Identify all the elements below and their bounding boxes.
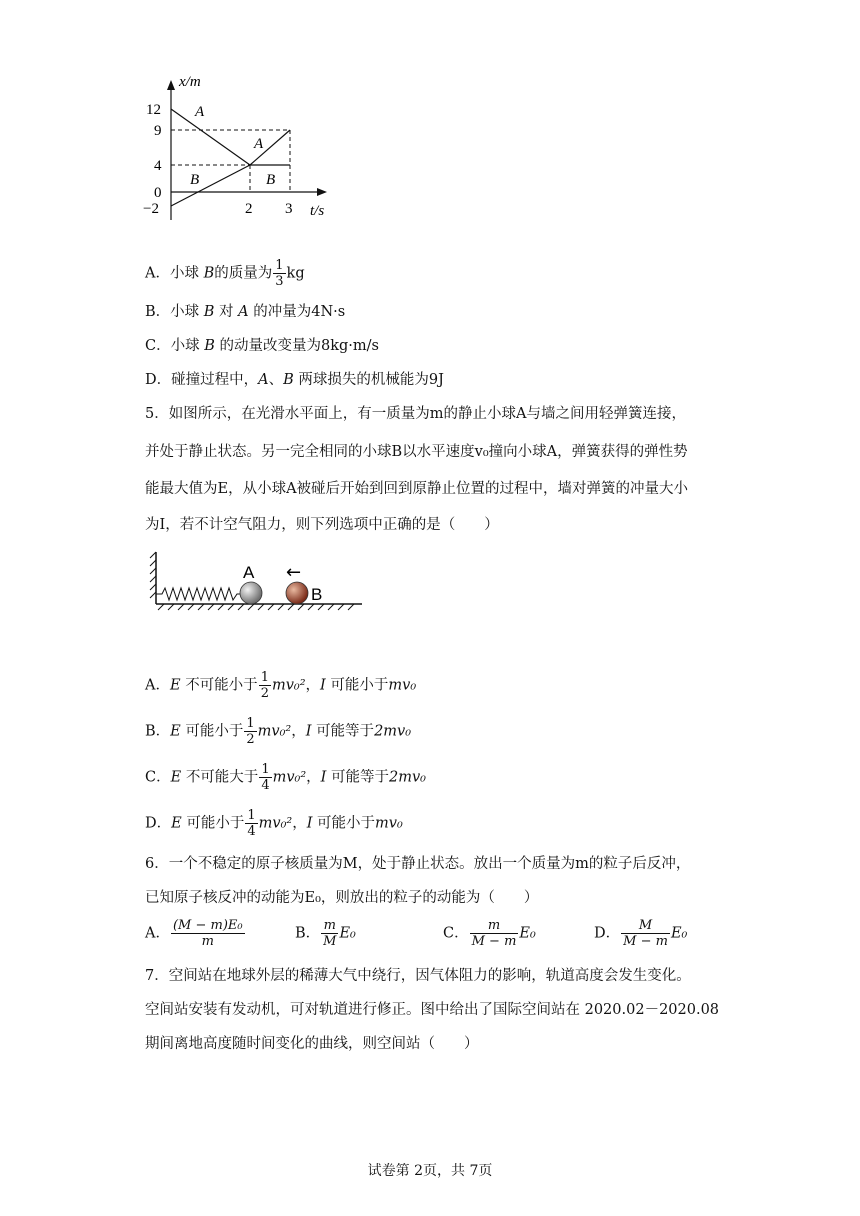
q5-option-b: B．E 可能小于 $\frac{1}{2}$ mv₀²，I 可能等于2mv₀ <box>145 716 412 747</box>
y-tick-0: 0 <box>154 185 162 201</box>
ball-b <box>286 582 308 604</box>
q4-option-a: A．小球 B的质量为 $\frac{1}{3}$ kg <box>145 258 305 289</box>
velocity-arrow: ← <box>286 562 302 583</box>
q6-stem-line1: 6．一个不稳定的原子核质量为M，处于静止状态。放出一个质量为m的粒子后反冲， <box>145 856 691 872</box>
x-tick-2: 2 <box>245 201 253 217</box>
line-label-b2: B <box>266 172 276 188</box>
q5-stem-line3: 能最大值为E，从小球A被碰后开始到回到原静止位置的过程中，墙对弹簧的冲量大小 <box>145 481 689 497</box>
q6-option-c: C． $\frac{m}{M - m}$ E₀ <box>443 918 536 949</box>
q5-stem-line4: 为I，若不计空气阻力，则下列选项中正确的是（ ） <box>145 517 499 533</box>
q5-option-a: A．E 不可能小于 $\frac{1}{2}$ mv₀²，I 可能小于mv₀ <box>145 670 417 701</box>
line-label-a2: A <box>254 136 264 152</box>
q6-option-d: D． $\frac{M}{M - m}$ E₀ <box>594 918 688 949</box>
ball-b-label: B <box>311 585 323 604</box>
q6-stem-line2: 已知原子核反冲的动能为E₀，则放出的粒子的动能为（ ） <box>145 890 539 906</box>
page-footer: 试卷第 2页，共 7页 <box>367 1163 493 1179</box>
q5-option-c: C．E 不可能大于 $\frac{1}{4}$ mv₀²，I 可能等于2mv₀ <box>145 762 426 793</box>
q6-option-a: A． $\frac{\text{(M − m)E₀}}{m}$ <box>145 918 243 949</box>
q5-option-d: D．E 可能小于 $\frac{1}{4}$ mv₀²，I 可能小于mv₀ <box>145 808 403 839</box>
q4-option-c: C．小球 B 的动量改变量为8kg·m/s <box>145 338 379 354</box>
xt-graph <box>135 72 335 232</box>
ball-a <box>240 582 262 604</box>
q4-option-d: D．碰撞过程中，A、B 两球损失的机械能为9J <box>145 372 444 388</box>
y-tick-neg2: −2 <box>143 201 159 217</box>
line-label-b1: B <box>190 172 200 188</box>
x-tick-3: 3 <box>285 201 293 217</box>
y-axis-label: x/m <box>179 74 201 90</box>
q5-stem-line1: 5．如图所示，在光滑水平面上，有一质量为m的静止小球A与墙之间用轻弹簧连接， <box>145 406 686 422</box>
q7-stem-line3: 期间离地高度随时间变化的曲线，则空间站（ ） <box>145 1036 479 1052</box>
spring-figure <box>148 548 368 618</box>
q7-stem-line2: 空间站安装有发动机，可对轨道进行修正。图中给出了国际空间站在 2020.02－2020.08 <box>145 1002 720 1018</box>
line-label-a1: A <box>195 104 205 120</box>
y-tick-4: 4 <box>154 158 162 174</box>
q4-option-b: B．小球 B 对 A 的冲量为4N·s <box>145 304 346 320</box>
x-axis-label: t/s <box>310 203 325 219</box>
q6-option-b: B． $\frac{m}{M}$ E₀ <box>295 918 356 949</box>
ball-a-label: A <box>243 563 255 582</box>
y-tick-9: 9 <box>154 123 162 139</box>
q7-stem-line1: 7．空间站在地球外层的稀薄大气中绕行，因气体阻力的影响，轨道高度会发生变化。 <box>145 968 691 984</box>
q5-stem-line2: 并处于静止状态。另一完全相同的小球B以水平速度v₀撞向小球A，弹簧获得的弹性势 <box>145 444 688 460</box>
y-tick-12: 12 <box>146 102 161 118</box>
